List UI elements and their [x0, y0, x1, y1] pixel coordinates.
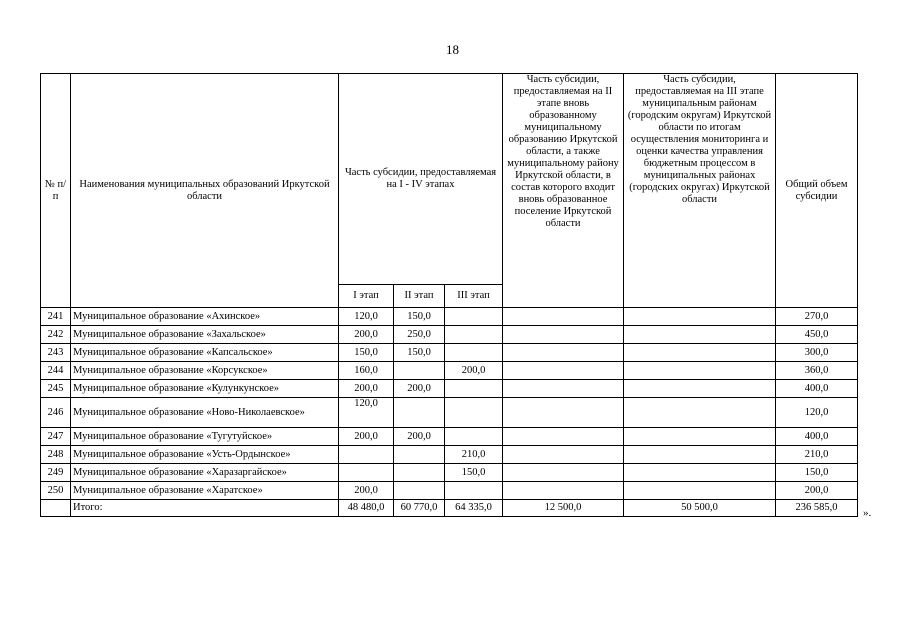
- row-new-mo: [503, 428, 624, 446]
- row-name: Муниципальное образование «Капсальское»: [71, 344, 339, 362]
- row-new-mo: [503, 482, 624, 500]
- row-stage-1: [339, 446, 394, 464]
- row-num: 242: [41, 326, 71, 344]
- row-monitoring: [624, 344, 776, 362]
- row-num: 241: [41, 308, 71, 326]
- row-stage-2: 200,0: [394, 428, 445, 446]
- row-total: 200,0: [776, 482, 858, 500]
- row-stage-1: 160,0: [339, 362, 394, 380]
- table-row: [41, 344, 858, 362]
- page-number: 18: [446, 42, 459, 57]
- row-stage-2: 150,0: [394, 308, 445, 326]
- row-stage-2: [394, 398, 445, 428]
- row-new-mo: [503, 344, 624, 362]
- row-stage-2: [394, 446, 445, 464]
- row-new-mo: [503, 446, 624, 464]
- total-monitoring: 50 500,0: [624, 500, 776, 517]
- header-num: № п/п: [41, 74, 71, 308]
- table-row: [41, 428, 858, 446]
- row-stage-1: 150,0: [339, 344, 394, 362]
- table-row: [41, 464, 858, 482]
- row-stage-2: 150,0: [394, 344, 445, 362]
- row-name: Муниципальное образование «Тугутуйское»: [71, 428, 339, 446]
- table-row: [41, 482, 858, 500]
- row-name: Муниципальное образование «Ново-Николаевское»: [71, 398, 339, 428]
- table-row: [41, 446, 858, 464]
- row-monitoring: [624, 362, 776, 380]
- row-stage-3: [445, 308, 503, 326]
- row-monitoring: [624, 326, 776, 344]
- total-label: Итого:: [71, 500, 339, 517]
- row-num: 249: [41, 464, 71, 482]
- header-monitoring: Часть субсидии, предоставляемая на III этапе муниципальным районам (городским округам) Иркутской области по итогам осуществления мониторинга и оценки качества управления бюджетным процессом в муниципальных районах (городских округах) Иркутской области: [624, 74, 776, 308]
- table-row: [41, 362, 858, 380]
- row-stage-1: 200,0: [339, 380, 394, 398]
- row-name: Муниципальное образование «Корсукское»: [71, 362, 339, 380]
- table-row: [41, 380, 858, 398]
- row-monitoring: [624, 482, 776, 500]
- row-name: Муниципальное образование «Харазаргайское»: [71, 464, 339, 482]
- row-new-mo: [503, 326, 624, 344]
- row-name: Муниципальное образование «Усть-Ордынское»: [71, 446, 339, 464]
- header-row: [41, 74, 858, 285]
- row-monitoring: [624, 446, 776, 464]
- table-row: [41, 326, 858, 344]
- table-row: [41, 308, 858, 326]
- row-total: 400,0: [776, 428, 858, 446]
- header-stage-2: II этап: [394, 285, 445, 308]
- row-stage-1: 120,0: [339, 308, 394, 326]
- row-name: Муниципальное образование «Кулункунское»: [71, 380, 339, 398]
- row-stage-1: 200,0: [339, 326, 394, 344]
- row-stage-2: [394, 482, 445, 500]
- row-new-mo: [503, 308, 624, 326]
- row-stage-3: 150,0: [445, 464, 503, 482]
- total-row: [41, 500, 858, 517]
- row-num: 245: [41, 380, 71, 398]
- header-stages: Часть субсидии, предоставляемая на I - IV этапах: [339, 74, 503, 285]
- row-total: 400,0: [776, 380, 858, 398]
- total-stage-3: 64 335,0: [445, 500, 503, 517]
- row-stage-3: [445, 344, 503, 362]
- row-total: 450,0: [776, 326, 858, 344]
- row-name: Муниципальное образование «Ахинское»: [71, 308, 339, 326]
- row-num: 248: [41, 446, 71, 464]
- row-monitoring: [624, 464, 776, 482]
- row-stage-3: [445, 326, 503, 344]
- header-stage-3: III этап: [445, 285, 503, 308]
- total-stage-2: 60 770,0: [394, 500, 445, 517]
- row-total: 120,0: [776, 398, 858, 428]
- row-num: 250: [41, 482, 71, 500]
- row-new-mo: [503, 362, 624, 380]
- row-stage-3: [445, 482, 503, 500]
- total-sum: 236 585,0: [776, 500, 858, 517]
- row-stage-1: [339, 464, 394, 482]
- total-new-mo: 12 500,0: [503, 500, 624, 517]
- total-stage-1: 48 480,0: [339, 500, 394, 517]
- row-stage-1: 120,0: [339, 398, 394, 428]
- row-new-mo: [503, 464, 624, 482]
- row-stage-2: [394, 464, 445, 482]
- row-monitoring: [624, 428, 776, 446]
- row-num: 247: [41, 428, 71, 446]
- row-num: 244: [41, 362, 71, 380]
- row-total: 150,0: [776, 464, 858, 482]
- row-new-mo: [503, 380, 624, 398]
- closing-quote-mark: ».: [863, 507, 872, 519]
- row-stage-2: 200,0: [394, 380, 445, 398]
- row-monitoring: [624, 380, 776, 398]
- row-stage-3: 200,0: [445, 362, 503, 380]
- row-stage-3: [445, 380, 503, 398]
- row-stage-2: [394, 362, 445, 380]
- row-stage-1: 200,0: [339, 428, 394, 446]
- row-name: Муниципальное образование «Харатское»: [71, 482, 339, 500]
- table-row: [41, 398, 858, 428]
- row-total: 360,0: [776, 362, 858, 380]
- row-stage-3: [445, 398, 503, 428]
- header-name: Наименования муниципальных образований Иркутской области: [71, 74, 339, 308]
- row-stage-3: 210,0: [445, 446, 503, 464]
- row-total: 210,0: [776, 446, 858, 464]
- header-new-mo: Часть субсидии, предоставляемая на II этапе вновь образованному муниципальному образованию Иркутской области, а также муниципальному району Иркутской области, в состав которого входит вновь образованное поселение Иркутской области: [503, 74, 624, 308]
- row-num: 246: [41, 398, 71, 428]
- header-stage-1: I этап: [339, 285, 394, 308]
- row-monitoring: [624, 398, 776, 428]
- row-stage-3: [445, 428, 503, 446]
- row-total: 270,0: [776, 308, 858, 326]
- row-stage-2: 250,0: [394, 326, 445, 344]
- subsidy-table: [40, 73, 858, 517]
- row-total: 300,0: [776, 344, 858, 362]
- total-num: [41, 500, 71, 517]
- header-total: Общий объем субсидии: [776, 74, 858, 308]
- row-stage-1: 200,0: [339, 482, 394, 500]
- row-monitoring: [624, 308, 776, 326]
- row-name: Муниципальное образование «Захальское»: [71, 326, 339, 344]
- row-num: 243: [41, 344, 71, 362]
- row-new-mo: [503, 398, 624, 428]
